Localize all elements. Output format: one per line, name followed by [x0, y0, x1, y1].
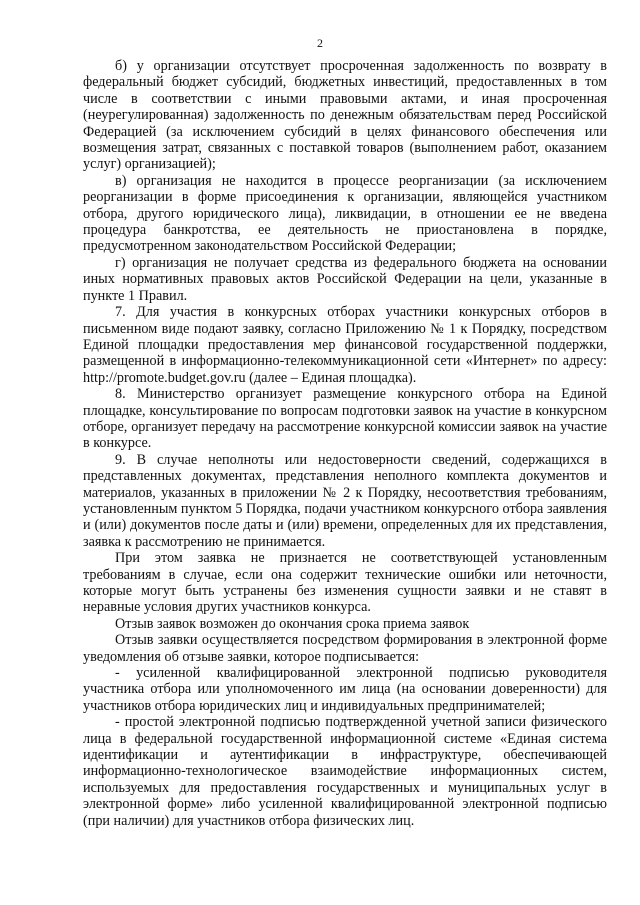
list-item-qualified-signature: - усиленной квалифицированной электронной подписью руководителя участника отбора или уполномоченного им лица (на основании доверенности) для участников отбора юридических лиц и индивидуальных предпринимателей;: [83, 665, 607, 714]
paragraph-7: 7. Для участия в конкурсных отборах участники конкурсных отборов в письменном виде подают заявку, согласно Приложению № 1 к Порядку, посредством Единой площадки предоставления мер финансовой государственной поддержки, размещенной в информационно-телекоммуникационной сети «Интернет» по адресу: http://promote.budget.gov.ru (далее – Единая площадка).: [83, 304, 607, 386]
list-item-simple-signature: - простой электронной подписью подтвержденной учетной записи физического лица в федеральной государственной информационной системе «Единая система идентификации и аутентификации в инфраструктуре, обеспечивающей информационно-технологическое взаимодействие информационных систем, используемых для предоставления государственных и муниципальных услуг в электронной форме» либо усиленной квалифицированной электронной подписью (при наличии) для участников отбора физических лиц.: [83, 714, 607, 829]
paragraph-withdrawal-procedure: Отзыв заявки осуществляется посредством формирования в электронной форме уведомления об отзыве заявки, которое подписывается:: [83, 632, 607, 665]
paragraph-9: 9. В случае неполноты или недостоверности сведений, содержащихся в представленных документах, представления неполного комплекта документов и материалов, указанных в приложении № 2 к Порядку, несоответствия требованиям, установленным пунктом 5 Порядка, подачи участником конкурсного отбора заявления и (или) документов после даты и (или) времени, определенных для их представления, заявка к рассмотрению не принимается.: [83, 451, 607, 550]
paragraph-6g: г) организация не получает средства из федерального бюджета на основании иных нормативных правовых актов Российской Федерации на цели, указанные в пункте 1 Правил.: [83, 254, 607, 304]
paragraph-6v: в) организация не находится в процессе реорганизации (за исключением реорганизации в форме присоединения к организации, являющейся участником отбора, другого юридического лица), ликвидации, в отношении ее не введена процедура банкротства, ее деятельность не приостановлена в порядке, предусмотренном законодательством Российской Федерации;: [83, 172, 607, 255]
paragraph-6b: б) у организации отсутствует просроченная задолженность по возврату в федеральный бюджет субсидий, бюджетных инвестиций, предоставленных в том числе в соответствии с иными правовыми актами, и иная просроченная (неурегулированная) задолженность по денежным обязательствам перед Российской Федерацией (за исключением субсидий в целях финансового обеспечения или возмещения затрат, связанных с поставкой товаров (выполнением работ, оказанием услуг) организацией);: [83, 58, 607, 173]
paragraph-9-exception: При этом заявка не признается не соответствующей установленным требованиям в случае, если она содержит технические ошибки или неточности, которые могут быть устранены без изменения сущности заявки и не ставят в неравные условия других участников конкурса.: [83, 550, 607, 616]
page-number: 2: [317, 36, 323, 50]
paragraph-8: 8. Министерство организует размещение конкурсного отбора на Единой площадке, консультирование по вопросам подготовки заявок на участие в конкурсном отборе, организует передачу на рассмотрение конкурсной комиссии заявок на участие в конкурсе.: [83, 386, 607, 452]
document-body: [83, 58, 607, 829]
paragraph-withdrawal-deadline: Отзыв заявок возможен до окончания срока приема заявок: [115, 615, 470, 632]
